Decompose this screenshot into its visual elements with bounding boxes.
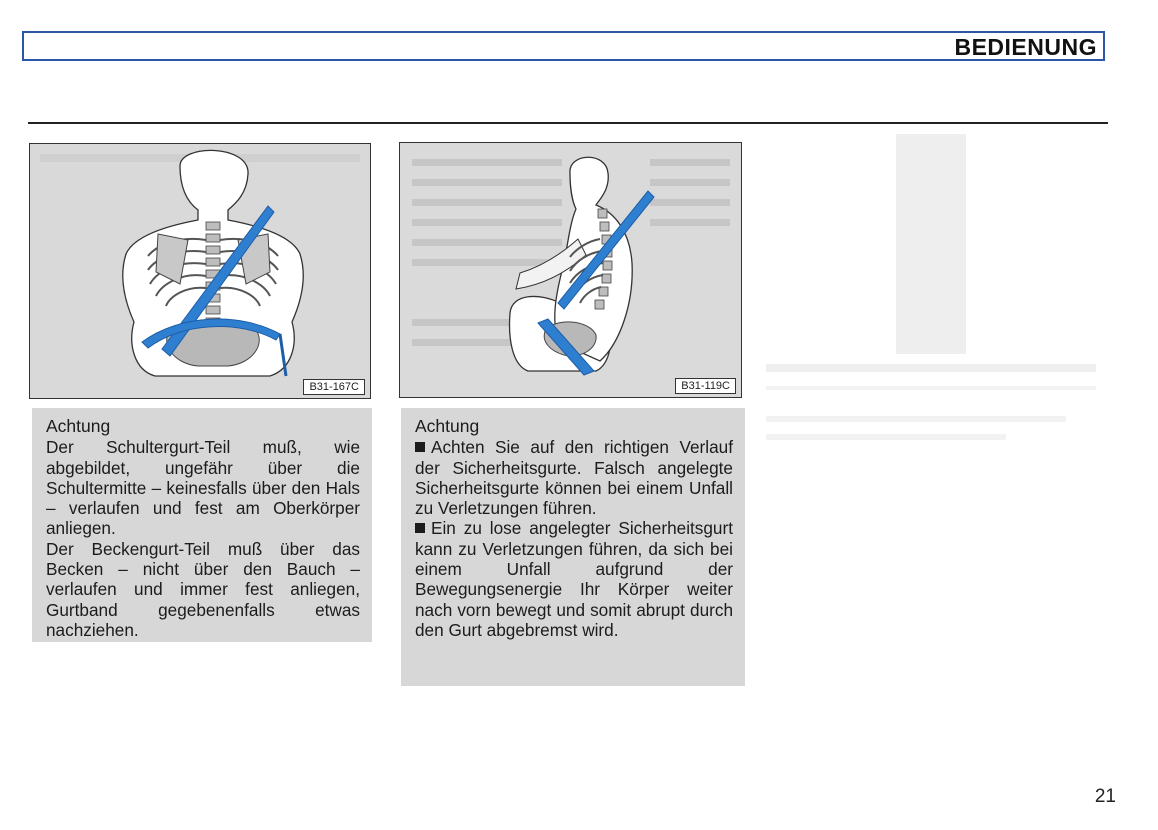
bullet-square-icon xyxy=(415,442,425,452)
header-bar xyxy=(22,31,1105,61)
warning-box-shoulder-lap-belt xyxy=(32,408,372,642)
warning-title: Achtung xyxy=(415,416,480,436)
seatbelt-back-view-illustration xyxy=(30,144,371,399)
page-number: 21 xyxy=(1094,786,1116,807)
bullet-square-icon xyxy=(415,523,425,533)
figure-code: B31-119C xyxy=(675,378,736,394)
section-title: BEDIENUNG xyxy=(954,34,1097,60)
warning-paragraph-text: Ein zu lose angelegter Sicherheitsgurt kann zu Verletzungen führen, da sich bei einem Unfall aufgrund der Bewegungsenergie Ihr Körper weiter nach vorn bewegt und somit abrupt durch den Gurt abgebremst wird. xyxy=(415,518,733,640)
figure-side-view xyxy=(399,142,742,398)
figure-code: B31-167C xyxy=(303,379,365,395)
warning-paragraph: Der Schultergurt-Teil muß, wie abgebildet, ungefähr über die Schultermitte – keinesfalls über den Hals – verlaufen und fest am Oberkörper anliegen. xyxy=(46,437,360,539)
warning-box-belt-routing xyxy=(401,408,745,686)
horizontal-rule xyxy=(28,122,1108,124)
seatbelt-side-view-illustration xyxy=(400,143,742,398)
warning-paragraph xyxy=(415,437,733,518)
warning-paragraph-text: Achten Sie auf den richtigen Verlauf der Sicherheitsgurte. Falsch angelegte Sicherheitsgurte können bei einem Unfall zu Verletzungen führen. xyxy=(415,437,733,519)
warning-paragraph xyxy=(415,518,733,640)
warning-paragraph: Der Beckengurt-Teil muß über das Becken – nicht über den Bauch – verlaufen und immer fest anliegen, Gurtband gegebenenfalls etwas nachziehen. xyxy=(46,538,360,640)
figure-back-view xyxy=(29,143,371,399)
bleed-through-shadow xyxy=(756,134,1106,464)
warning-title: Achtung xyxy=(46,416,111,436)
